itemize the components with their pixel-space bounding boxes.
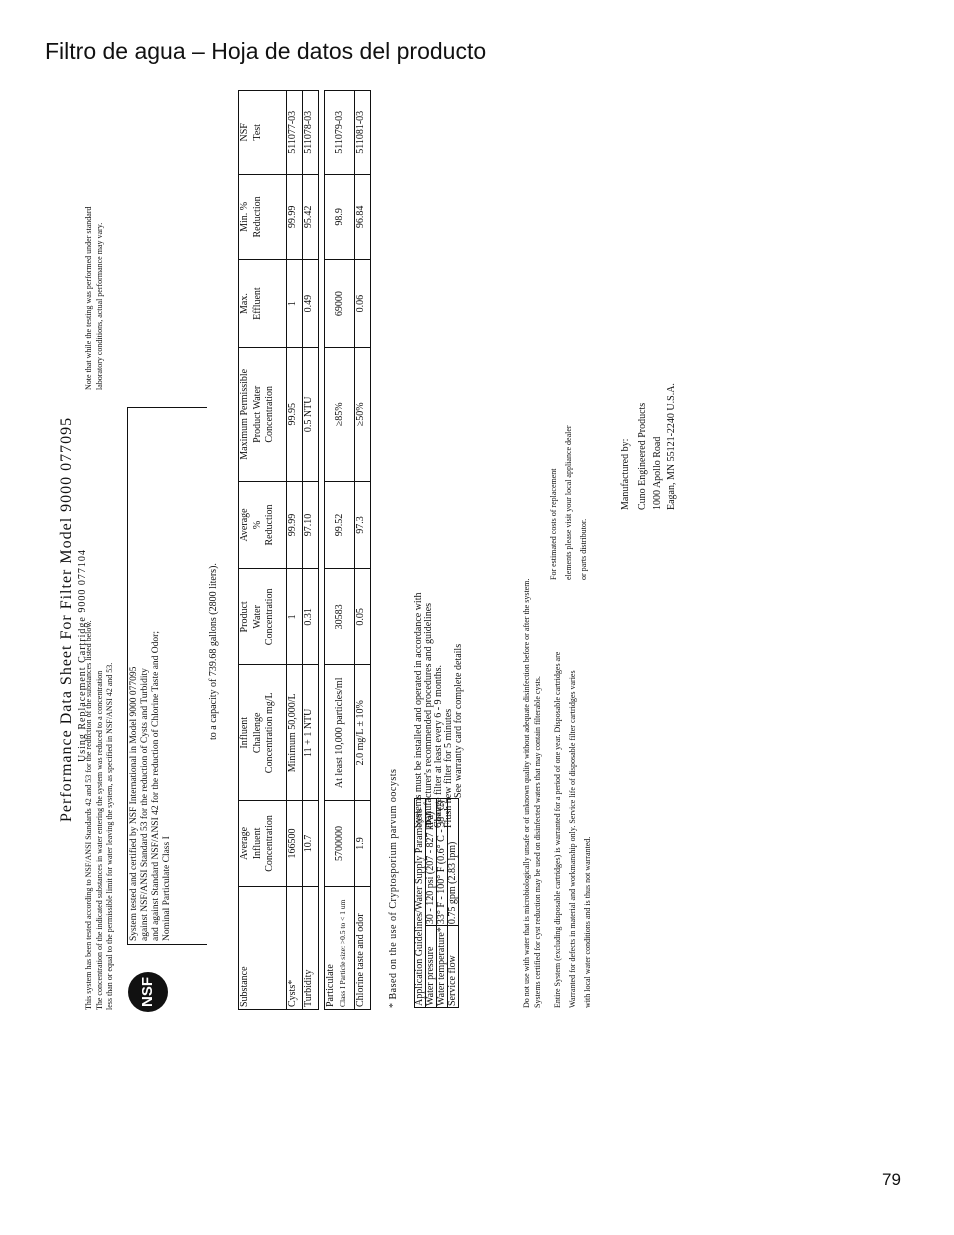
intro-line: The concentration of the indicated substances in water entering the system was reduced to a concentration bbox=[94, 670, 104, 1010]
cell-max-permissible: 0.5 NTU bbox=[303, 347, 319, 481]
warranty-line: with local water conditions and is thus not warranted. bbox=[583, 836, 592, 1008]
cell-avg-influent: 5700000 bbox=[325, 801, 355, 887]
cell-min-reduction: 96.84 bbox=[355, 174, 371, 260]
cell-product: 0.05 bbox=[355, 569, 371, 665]
cell-nsf-test: 511078-03 bbox=[303, 91, 319, 175]
cell-max-effluent: 69000 bbox=[325, 260, 355, 348]
header-substance: Substance bbox=[239, 886, 287, 1009]
warranty-notice bbox=[550, 652, 595, 1008]
guidelines-heading: Application Guidelines/Water Supply Parameters bbox=[415, 799, 426, 1008]
table-header-row bbox=[239, 91, 287, 1010]
cell-avg-reduction: 99.52 bbox=[325, 481, 355, 569]
header-influent-challenge: Influent Challenge Concentration mg/L bbox=[239, 665, 287, 801]
page-number: 79 bbox=[882, 1170, 901, 1189]
cell-max-permissible: ≥50% bbox=[355, 347, 371, 481]
manufactured-by-label: Manufactured by: bbox=[620, 438, 631, 510]
guideline-value: 30 - 120 psi (207 - 827 kPa) bbox=[426, 799, 437, 926]
guidelines-row bbox=[448, 799, 459, 1008]
costs-line: or parts distributor. bbox=[579, 518, 588, 580]
costs-line: For estimated costs of replacement bbox=[549, 468, 558, 580]
cert-line: System tested and certified by NSF International in Model 9000 077095 bbox=[129, 666, 139, 941]
cell-min-reduction: 95.42 bbox=[303, 174, 319, 260]
page-title: Filtro de agua – Hoja de datos del producto bbox=[45, 38, 487, 64]
replacement-costs-notice bbox=[546, 425, 591, 580]
note-text bbox=[84, 207, 105, 391]
table-row bbox=[325, 91, 355, 1010]
manufacturer-line: Eagan, MN 55121-2240 U.S.A. bbox=[666, 383, 677, 510]
capacity-text: to a capacity of 739.68 gallons (2800 liters). bbox=[208, 563, 219, 740]
install-notes bbox=[414, 593, 464, 829]
header-nsf-test: NSF Test bbox=[239, 91, 287, 175]
cell-product: 1 bbox=[287, 569, 303, 665]
header-avg-influent: Average Influent Concentration bbox=[239, 801, 287, 887]
cell-substance: Turbidity bbox=[303, 886, 319, 1009]
cell-product: 30583 bbox=[325, 569, 355, 665]
cell-nsf-test: 511077-03 bbox=[287, 91, 303, 175]
cell-max-effluent: 0.06 bbox=[355, 260, 371, 348]
cell-challenge: Minimum 50,000/L bbox=[287, 665, 303, 801]
certification-text bbox=[129, 631, 173, 941]
cell-avg-influent: 10.7 bbox=[303, 801, 319, 887]
manufacturer-line: Cuno Engineered Products bbox=[637, 402, 648, 510]
cert-line: and against Standard NSF/ANSI 42 for the reduction of Chlorine Taste and Odor; bbox=[151, 631, 161, 941]
guidelines-row bbox=[426, 799, 437, 1008]
sheet-subtitle: Using Replacement Cartridge 9000 077104 bbox=[77, 549, 88, 762]
cell-challenge: At least 10,000 particles/ml bbox=[325, 665, 355, 801]
cell-nsf-test: 511079-03 bbox=[325, 91, 355, 175]
cell-substance: Chlorine taste and odor bbox=[355, 886, 371, 1009]
cell-min-reduction: 99.99 bbox=[287, 174, 303, 260]
note-line: Note that while the testing was performed under standard bbox=[84, 206, 93, 390]
guideline-label: Water pressure bbox=[426, 926, 437, 1008]
cell-challenge: 2.0 mg/L ± 10% bbox=[355, 665, 371, 801]
cell-avg-influent: 1.9 bbox=[355, 801, 371, 887]
cert-line: against NSF/ANSI Standard 53 for the reduction of Cysts and Turbidity bbox=[140, 668, 150, 941]
sheet-title: Performance Data Sheet For Filter Model 9000 077095 bbox=[58, 416, 75, 822]
guidelines-heading-row bbox=[415, 799, 426, 1008]
install-line: manufacturer's recommended procedures and guidelines bbox=[423, 602, 434, 828]
intro-line: less than or equal to the permissible limit for water leaving the system, as specified in NSF/ANSI 42 and 53. bbox=[105, 662, 114, 1010]
header-avg-reduction: Average % Reduction bbox=[239, 481, 287, 569]
table-row bbox=[287, 91, 303, 1010]
warranty-line: Warranted for defects in material and workmanship only. Service life of disposable filter cartridges varies bbox=[568, 670, 577, 1008]
cell-avg-reduction: 99.99 bbox=[287, 481, 303, 569]
note-line: laboratory conditions, actual performance may vary. bbox=[94, 222, 104, 390]
disinfect-line: Systems certified for cyst reduction may be used on disinfected waters that may contain filterable cysts. bbox=[532, 676, 542, 1008]
performance-table bbox=[238, 90, 371, 1010]
performance-data-sheet bbox=[58, 110, 677, 1080]
guideline-label: Water temperature* bbox=[436, 927, 447, 1006]
guideline-label: Service flow bbox=[448, 926, 459, 1008]
cell-max-effluent: 0.49 bbox=[303, 260, 319, 348]
warranty-line: Entire System (excluding disposable cartridges) is warranted for a period of one year. Disposable cartridges are bbox=[553, 651, 562, 1008]
manufacturer-line: 1000 Apollo Road bbox=[651, 436, 663, 510]
install-line: Change filter at least every 6 - 9 months. bbox=[433, 664, 444, 828]
footnote: * Based on the use of Cryptosporium parvum oocysts bbox=[388, 768, 399, 1008]
table-row bbox=[303, 91, 319, 1010]
cell-substance: Particulate Class I Particle size: >0.5 to < 1 um bbox=[325, 886, 355, 1009]
cell-avg-influent: 166500 bbox=[287, 801, 303, 887]
header-max-effluent: Max. Effluent bbox=[239, 260, 287, 348]
cell-nsf-test: 511081-03 bbox=[355, 91, 371, 175]
table-row bbox=[355, 91, 371, 1010]
header-max-permissible: Maximum Permissible Product Water Concentration bbox=[239, 347, 287, 481]
guideline-value: 0.75 gpm (2.83 lpm) bbox=[448, 799, 459, 926]
header-min-reduction: Min. % Reduction bbox=[239, 174, 287, 260]
disinfection-notice bbox=[522, 579, 543, 1008]
install-line: Flush new filter for 5 minutes bbox=[443, 708, 454, 828]
nsf-logo: NSF bbox=[128, 972, 168, 1012]
cell-avg-reduction: 97.10 bbox=[303, 481, 319, 569]
cell-min-reduction: 98.9 bbox=[325, 174, 355, 260]
manufacturer-address bbox=[636, 383, 680, 510]
cell-substance: Cysts* bbox=[287, 886, 303, 1009]
header-product-water: Product Water Concentration bbox=[239, 569, 287, 665]
cell-max-permissible: 99.95 bbox=[287, 347, 303, 481]
cell-challenge: 11 + 1 NTU bbox=[303, 665, 319, 801]
cell-max-permissible: ≥85% bbox=[325, 347, 355, 481]
install-line: See warranty card for complete details bbox=[453, 643, 464, 798]
cell-product: 0.31 bbox=[303, 569, 319, 665]
cell-max-effluent: 1 bbox=[287, 260, 303, 348]
cell-avg-reduction: 97.3 bbox=[355, 481, 371, 569]
guidelines-row bbox=[437, 799, 448, 1008]
install-line: Systems must be installed and operated in accordance with bbox=[413, 592, 424, 828]
guideline-value: 33° F - 100° F (0.6° C - 38° C) bbox=[436, 800, 447, 925]
cert-line: Nominal Particulate Class I bbox=[162, 836, 172, 941]
disinfect-line: Do not use with water that is microbiologically unsafe or of unknown quality without adequate disinfection before or after the system. bbox=[522, 578, 531, 1008]
intro-line: This system has been tested according to NSF/ANSI Standards 42 and 53 for the reduction of the substances listed below. bbox=[84, 620, 93, 1010]
costs-line: elements please visit your local appliance dealer bbox=[564, 425, 573, 580]
application-guidelines-table bbox=[414, 798, 459, 1008]
intro-text bbox=[84, 620, 116, 1010]
